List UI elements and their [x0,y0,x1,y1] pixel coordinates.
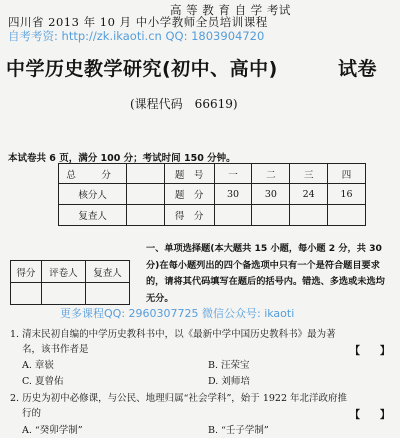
grader-table-cell: 得分 [11,261,42,283]
exam-series-title: 高 等 教 育 自 学 考试 [170,3,291,17]
score-table-cell [214,205,252,226]
question-1-stem-cont: 名，该书作者是 [22,344,89,355]
score-table-header: 三 [290,164,328,184]
section-instructions: 一、单项选择题(本大题共 15 小题，每小题 2 分，共 30 分)在每小题列出的四个备选项中只有一个是符合题目要求的，请将其代码填写在题后的括号内。错选、多选或未选均无分。 [146,243,385,304]
option-a: A. 章嵚 [22,360,54,371]
course-code: (课程代码 66619) [130,97,238,111]
option-c: C. 夏曾佑 [22,376,64,387]
score-table-cell [127,205,164,226]
watermark-promo: 更多课程QQ: 2960307725 微信公众号: ikaoti [60,307,295,320]
course-title: 中学历史教学研究(初中、高中) [6,58,278,80]
grader-table-cell [11,283,42,305]
score-table-cell: 题 号 [164,164,214,184]
watermark-contact: 自考考资: http://zk.ikaoti.cn QQ: 1803904720 [8,29,265,43]
score-table-header: 四 [328,164,366,184]
grader-table-cell: 复查人 [85,261,129,283]
score-table-header: 二 [252,164,290,184]
question-2-stem-cont: 行的 [22,408,42,419]
score-table-cell [252,205,290,226]
score-table-cell [290,205,328,226]
score-table-cell: 得 分 [164,205,214,226]
option-b: B. 汪荣宝 [208,360,250,371]
score-table-points: 30 [252,184,290,205]
answer-bracket[interactable]: 【 】 [350,346,390,357]
grader-table-cell [85,283,129,305]
score-table-cell: 复查人 [59,205,127,226]
option-d: D. 刘师培 [208,376,250,387]
grader-table-cell [41,283,85,305]
grader-table [10,260,130,305]
score-table-cell: 核分人 [59,184,127,205]
score-table-cell: 总 分 [59,164,127,184]
answer-bracket[interactable]: 【 】 [350,410,390,421]
question-1-stem: 1. 清末民初自编的中学历史教科书中，以《最新中学中国历史教科书》最为著 [10,329,336,340]
paper-label: 试卷 [338,58,378,80]
score-table [58,163,366,226]
exam-date-line: 四川省 2013 年 10 月 中小学教师全员培训课程 [8,15,268,29]
exam-info: 本试卷共 6 页，满分 100 分；考试时间 150 分钟。 [8,153,236,164]
option-b: B. “壬子学制” [208,425,269,436]
score-table-cell [328,205,366,226]
score-table-cell: 题 分 [164,184,214,205]
score-table-points: 16 [328,184,366,205]
score-table-points: 24 [290,184,328,205]
question-2-stem: 2. 历史为初中必修课，与公民、地理归属“社会学科”，始于 1922 年北洋政府推 [10,393,348,404]
score-table-cell [127,184,164,205]
score-table-points: 30 [214,184,252,205]
grader-table-cell: 评卷人 [41,261,85,283]
score-table-cell [127,164,164,184]
option-a: A. “癸卯学制” [22,425,83,436]
score-table-header: 一 [214,164,252,184]
